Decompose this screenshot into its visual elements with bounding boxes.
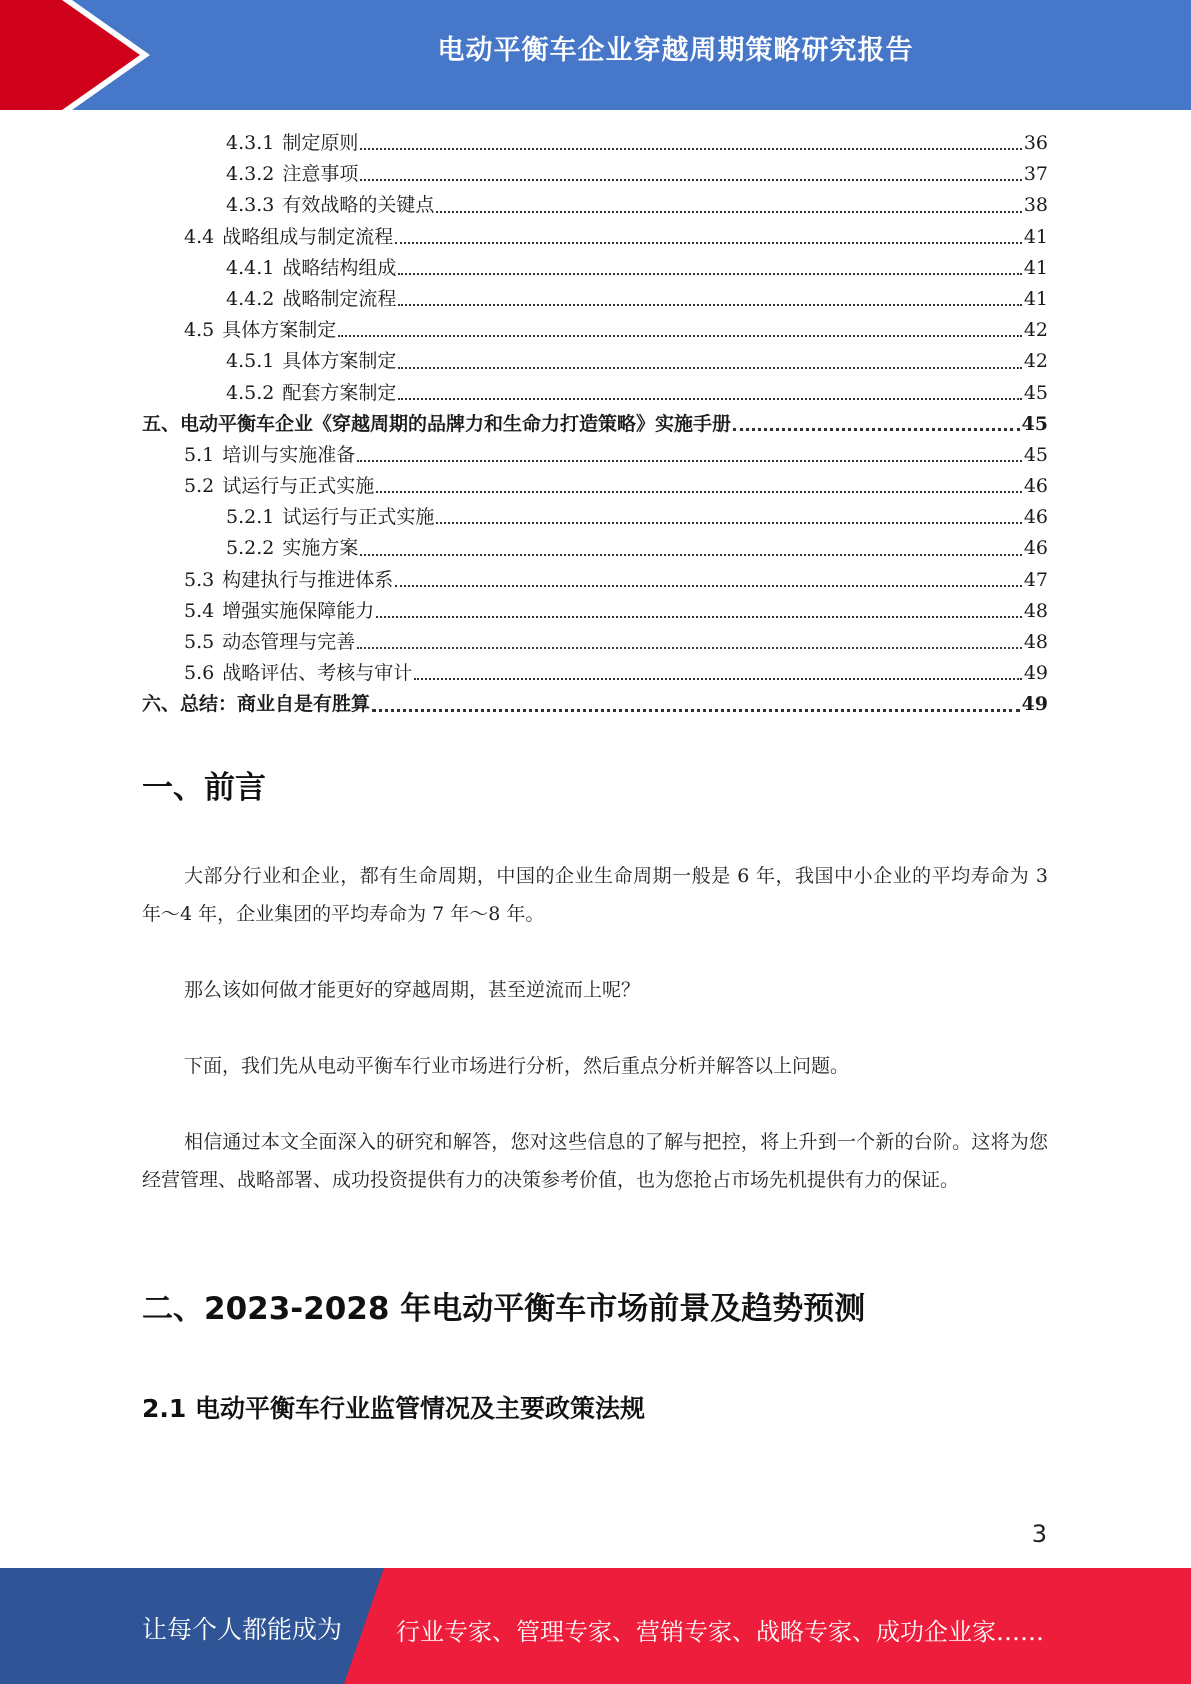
toc-entry-page: 48 — [1023, 631, 1048, 653]
toc-entry-page: 38 — [1023, 194, 1048, 217]
toc-entry-number: 4.3.2 — [226, 163, 275, 186]
toc-entry[interactable] — [142, 222, 1048, 253]
toc-entry[interactable] — [142, 346, 1048, 377]
toc-leader-dots — [372, 697, 1020, 712]
toc-entry-page: 47 — [1023, 568, 1048, 591]
toc-entry[interactable] — [142, 502, 1048, 533]
toc-entry[interactable] — [142, 565, 1048, 596]
toc-entry[interactable] — [142, 409, 1048, 440]
toc-entry-title: 培训与实施准备 — [222, 443, 356, 466]
toc-entry-title: 具体方案制定 — [282, 350, 397, 373]
toc-entry-title: 具体方案制定 — [222, 319, 337, 342]
toc-entry-number: 4.4 — [184, 225, 215, 248]
toc-entry[interactable] — [142, 533, 1048, 564]
toc-leader-dots — [360, 167, 1021, 181]
toc-entry[interactable] — [142, 378, 1048, 409]
toc-entry-title: 战略结构组成 — [282, 256, 397, 279]
toc-entry-number: 5.2 — [184, 475, 215, 498]
toc-leader-dots — [395, 573, 1022, 587]
toc-entry-page: 41 — [1023, 225, 1048, 248]
toc-leader-dots — [436, 199, 1021, 213]
toc-entry-number: 5.3 — [184, 568, 215, 591]
toc-entry-title: 有效战略的关键点 — [282, 194, 435, 217]
toc-leader-dots — [360, 542, 1021, 556]
header-title: 电动平衡车企业穿越周期策略研究报告 — [437, 35, 914, 66]
toc-entry-page: 49 — [1023, 662, 1048, 685]
toc-entry-number: 5.2.2 — [226, 537, 275, 560]
toc-entry-number: 4.5.2 — [226, 381, 275, 404]
toc-entry-title: 六、总结：商业自是有胜算 — [142, 693, 371, 716]
toc-entry-title: 配套方案制定 — [282, 381, 397, 404]
toc-entry-number: 4.4.2 — [226, 287, 275, 310]
toc-leader-dots — [398, 292, 1021, 306]
toc-entry[interactable] — [142, 689, 1048, 720]
toc-entry[interactable] — [142, 627, 1048, 658]
toc-leader-dots — [376, 479, 1022, 493]
toc-entry-number: 4.5 — [184, 319, 215, 342]
toc-entry-number: 5.6 — [184, 662, 215, 685]
toc-leader-dots — [360, 136, 1021, 150]
toc-entry[interactable] — [142, 315, 1048, 346]
toc-entry-title: 实施方案 — [282, 537, 359, 560]
toc-entry[interactable] — [142, 440, 1048, 471]
toc-leader-dots — [398, 386, 1021, 400]
toc-leader-dots — [398, 261, 1021, 275]
toc-entry[interactable] — [142, 159, 1048, 190]
footer-slogan-left: 让每个人都能成为 — [142, 1615, 343, 1644]
toc-entry-page: 42 — [1023, 319, 1048, 342]
paragraph-3: 下面，我们先从电动平衡车行业市场进行分析，然后重点分析并解答以上问题。 — [184, 1055, 850, 1077]
footer-slogan-right: 行业专家、管理专家、营销专家、战略专家、成功企业家…… — [396, 1618, 1044, 1646]
toc-entry-number: 4.4.1 — [226, 256, 275, 279]
toc-entry-number: 5.2.1 — [226, 506, 275, 529]
toc-leader-dots — [414, 666, 1022, 680]
table-of-contents — [142, 128, 1048, 721]
toc-entry-title: 注意事项 — [282, 163, 359, 186]
toc-entry-title: 战略制定流程 — [282, 287, 397, 310]
toc-entry-page: 46 — [1023, 537, 1048, 560]
toc-entry-page: 46 — [1023, 475, 1048, 498]
toc-entry-number: 4.3.1 — [226, 132, 275, 154]
toc-leader-dots — [338, 323, 1022, 337]
toc-entry-title: 构建执行与推进体系 — [222, 568, 394, 591]
toc-entry-number: 5.1 — [184, 443, 215, 466]
chapter2-heading: 二、2023-2028 年电动平衡车市场前景及趋势预测 — [142, 1291, 866, 1327]
toc-entry[interactable] — [142, 190, 1048, 221]
toc-leader-dots — [733, 416, 1020, 431]
toc-entry-number: 5.4 — [184, 599, 215, 622]
section-2-1-heading: 2.1 电动平衡车行业监管情况及主要政策法规 — [142, 1394, 645, 1423]
header-chevron-decoration — [0, 0, 160, 110]
toc-entry-title: 制定原则 — [282, 132, 359, 154]
toc-entry[interactable] — [142, 471, 1048, 502]
page-footer — [0, 1568, 1191, 1684]
toc-entry-title: 试运行与正式实施 — [222, 475, 375, 498]
toc-entry-page: 45 — [1023, 443, 1048, 466]
toc-entry-page: 42 — [1023, 350, 1048, 373]
toc-entry-page: 41 — [1023, 287, 1048, 310]
toc-entry-page: 45 — [1023, 381, 1048, 404]
toc-entry-title: 试运行与正式实施 — [282, 506, 435, 529]
toc-leader-dots — [398, 355, 1021, 369]
toc-entry-page: 48 — [1023, 599, 1048, 622]
toc-entry[interactable] — [142, 128, 1048, 159]
page-header — [0, 0, 1191, 110]
preface-heading: 一、前言 — [142, 770, 266, 806]
toc-entry[interactable] — [142, 284, 1048, 315]
toc-entry-title: 动态管理与完善 — [222, 631, 356, 653]
toc-leader-dots — [376, 604, 1022, 618]
toc-entry-number: 4.5.1 — [226, 350, 275, 373]
toc-leader-dots — [357, 635, 1022, 649]
toc-entry-title: 增强实施保障能力 — [222, 599, 375, 622]
paragraph-1: 大部分行业和企业，都有生命周期，中国的企业生命周期一般是 6 年，我国中小企业的平均寿命为 3 年～4 年，企业集团的平均寿命为 7 年～8 年。 — [142, 865, 1048, 925]
toc-entry-title: 战略评估、考核与审计 — [222, 662, 413, 685]
toc-leader-dots — [436, 510, 1021, 524]
toc-leader-dots — [395, 230, 1022, 244]
paragraph-4: 相信通过本文全面深入的研究和解答，您对这些信息的了解与把控，将上升到一个新的台阶。这将为您经营管理、战略部署、成功投资提供有力的决策参考价值，也为您抢占市场先机提供有力的保证。 — [142, 1131, 1048, 1191]
toc-entry-page: 37 — [1023, 163, 1048, 186]
toc-entry-number: 5.5 — [184, 631, 215, 653]
paragraph-2: 那么该如何做才能更好的穿越周期，甚至逆流而上呢？ — [184, 979, 641, 1001]
page-number: 3 — [1031, 1520, 1047, 1548]
toc-entry-page: 49 — [1021, 693, 1048, 716]
toc-leader-dots — [357, 448, 1022, 462]
toc-entry-page: 45 — [1021, 412, 1048, 435]
toc-entry[interactable] — [142, 658, 1048, 689]
toc-entry[interactable] — [142, 596, 1048, 627]
toc-entry-title: 五、电动平衡车企业《穿越周期的品牌力和生命力打造策略》实施手册 — [142, 412, 732, 435]
toc-entry-page: 41 — [1023, 256, 1048, 279]
toc-entry[interactable] — [142, 253, 1048, 284]
toc-entry-title: 战略组成与制定流程 — [222, 225, 394, 248]
toc-entry-page: 46 — [1023, 506, 1048, 529]
toc-entry-number: 4.3.3 — [226, 194, 275, 217]
toc-entry-page: 36 — [1023, 132, 1048, 154]
